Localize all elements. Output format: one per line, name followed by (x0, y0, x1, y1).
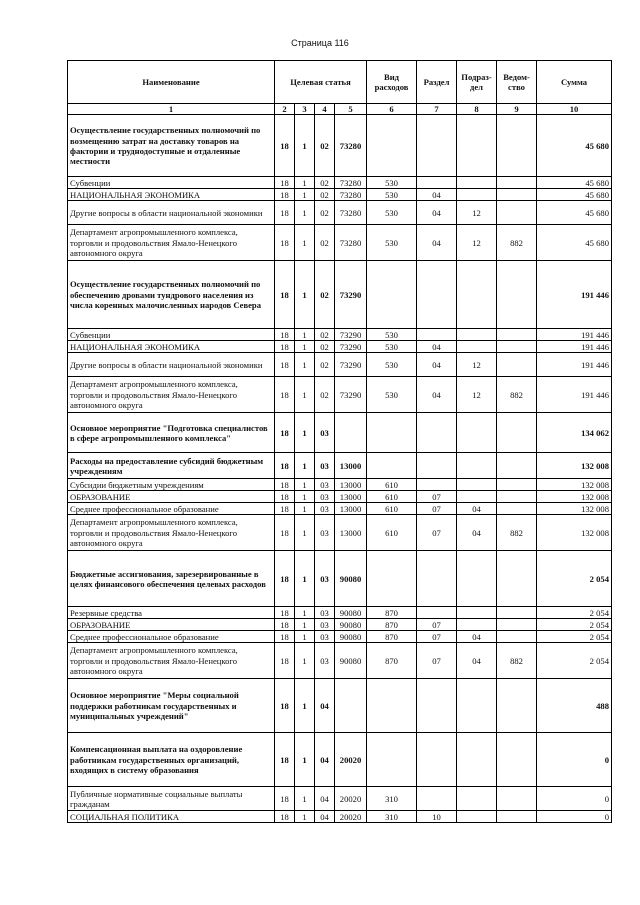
cell-target-2: 1 (295, 261, 315, 329)
cell-target-3: 04 (315, 733, 335, 787)
cell-exp-type: 530 (367, 353, 417, 377)
cell-sum: 45 680 (537, 115, 612, 177)
cell-target-3: 03 (315, 453, 335, 479)
cell-target-2: 1 (295, 515, 315, 551)
col-number: 9 (497, 104, 537, 115)
cell-dept (497, 679, 537, 733)
cell-target-3: 03 (315, 607, 335, 619)
cell-exp-type: 870 (367, 619, 417, 631)
cell-subsection: 04 (457, 631, 497, 643)
cell-target-3: 03 (315, 479, 335, 491)
cell-name: Компенсационная выплата на оздоровление работникам государственных организаций, входящих в систему образования (68, 733, 275, 787)
cell-dept (497, 551, 537, 607)
cell-dept: 882 (497, 377, 537, 413)
cell-target-1: 18 (275, 515, 295, 551)
column-number-row (68, 104, 612, 115)
cell-target-1: 18 (275, 341, 295, 353)
cell-target-4: 73290 (335, 341, 367, 353)
cell-target-4: 90080 (335, 619, 367, 631)
cell-name: Бюджетные ассигнования, зарезервированные в целях финансового обеспечения целевых расходов (68, 551, 275, 607)
table-row (68, 811, 612, 823)
cell-target-3: 02 (315, 115, 335, 177)
cell-subsection (457, 341, 497, 353)
cell-subsection (457, 787, 497, 811)
cell-subsection (457, 733, 497, 787)
cell-target-2: 1 (295, 811, 315, 823)
cell-subsection (457, 261, 497, 329)
cell-target-1: 18 (275, 607, 295, 619)
cell-dept (497, 353, 537, 377)
cell-sum: 191 446 (537, 341, 612, 353)
table-row (68, 353, 612, 377)
cell-target-2: 1 (295, 177, 315, 189)
cell-target-1: 18 (275, 643, 295, 679)
cell-section (417, 679, 457, 733)
cell-target-3: 02 (315, 225, 335, 261)
cell-target-4: 73290 (335, 353, 367, 377)
cell-name: СОЦИАЛЬНАЯ ПОЛИТИКА (68, 811, 275, 823)
cell-target-2: 1 (295, 201, 315, 225)
cell-sum: 132 008 (537, 515, 612, 551)
cell-exp-type: 610 (367, 479, 417, 491)
cell-target-2: 1 (295, 491, 315, 503)
cell-sum: 132 008 (537, 453, 612, 479)
cell-dept: 882 (497, 225, 537, 261)
cell-name: Среднее профессиональное образование (68, 631, 275, 643)
cell-name: Осуществление государственных полномочий по обеспечению дровами тундрового населения из числа коренных малочисленных народов Севера (68, 261, 275, 329)
cell-exp-type: 310 (367, 811, 417, 823)
cell-target-3: 03 (315, 515, 335, 551)
cell-target-2: 1 (295, 619, 315, 631)
cell-target-3: 02 (315, 341, 335, 353)
cell-target-1: 18 (275, 353, 295, 377)
cell-target-3: 02 (315, 261, 335, 329)
cell-exp-type: 530 (367, 329, 417, 341)
cell-target-1: 18 (275, 619, 295, 631)
cell-target-3: 02 (315, 201, 335, 225)
cell-target-1: 18 (275, 503, 295, 515)
cell-subsection (457, 679, 497, 733)
cell-section: 07 (417, 491, 457, 503)
cell-target-4: 13000 (335, 503, 367, 515)
cell-target-4 (335, 679, 367, 733)
cell-subsection (457, 177, 497, 189)
cell-target-4: 13000 (335, 515, 367, 551)
cell-target-1: 18 (275, 177, 295, 189)
cell-target-2: 1 (295, 503, 315, 515)
cell-target-4: 20020 (335, 787, 367, 811)
cell-section (417, 607, 457, 619)
cell-section: 04 (417, 201, 457, 225)
cell-section (417, 115, 457, 177)
cell-exp-type: 530 (367, 341, 417, 353)
cell-sum: 2 054 (537, 643, 612, 679)
cell-target-2: 1 (295, 787, 315, 811)
cell-subsection (457, 329, 497, 341)
cell-target-3: 03 (315, 491, 335, 503)
cell-sum: 0 (537, 787, 612, 811)
cell-section (417, 329, 457, 341)
cell-sum: 2 054 (537, 551, 612, 607)
table-row (68, 341, 612, 353)
cell-name: Другие вопросы в области национальной экономики (68, 201, 275, 225)
page-label: Страница 116 (291, 38, 349, 48)
cell-sum: 45 680 (537, 177, 612, 189)
cell-target-1: 18 (275, 453, 295, 479)
cell-target-1: 18 (275, 261, 295, 329)
cell-section: 10 (417, 811, 457, 823)
cell-dept (497, 811, 537, 823)
cell-target-1: 18 (275, 479, 295, 491)
table-row (68, 503, 612, 515)
cell-target-3: 02 (315, 177, 335, 189)
cell-target-2: 1 (295, 631, 315, 643)
cell-exp-type (367, 679, 417, 733)
cell-target-3: 03 (315, 413, 335, 453)
cell-section (417, 787, 457, 811)
cell-target-2: 1 (295, 733, 315, 787)
cell-subsection: 12 (457, 201, 497, 225)
table-row (68, 631, 612, 643)
cell-name: Субвенции (68, 329, 275, 341)
header-section: Раздел (417, 61, 457, 104)
cell-exp-type: 610 (367, 515, 417, 551)
cell-target-3: 04 (315, 811, 335, 823)
cell-section (417, 177, 457, 189)
table-row (68, 643, 612, 679)
cell-dept (497, 329, 537, 341)
cell-dept: 882 (497, 643, 537, 679)
cell-target-3: 02 (315, 189, 335, 201)
cell-sum: 2 054 (537, 631, 612, 643)
col-number: 4 (315, 104, 335, 115)
cell-section: 07 (417, 515, 457, 551)
cell-exp-type: 530 (367, 225, 417, 261)
cell-target-4: 13000 (335, 453, 367, 479)
cell-section (417, 479, 457, 491)
cell-sum: 191 446 (537, 261, 612, 329)
table-row (68, 515, 612, 551)
cell-section (417, 551, 457, 607)
table-row (68, 329, 612, 341)
cell-sum: 488 (537, 679, 612, 733)
cell-subsection: 12 (457, 225, 497, 261)
cell-subsection (457, 811, 497, 823)
cell-exp-type (367, 453, 417, 479)
table-row (68, 189, 612, 201)
cell-target-4: 73280 (335, 225, 367, 261)
cell-target-1: 18 (275, 377, 295, 413)
header-sum: Сумма (537, 61, 612, 104)
cell-dept (497, 115, 537, 177)
cell-target-1: 18 (275, 491, 295, 503)
cell-target-2: 1 (295, 679, 315, 733)
header-exp-type: Вид расходов (367, 61, 417, 104)
cell-target-1: 18 (275, 679, 295, 733)
cell-section: 07 (417, 503, 457, 515)
cell-subsection (457, 413, 497, 453)
table-row (68, 607, 612, 619)
cell-section: 04 (417, 189, 457, 201)
cell-target-4: 73280 (335, 201, 367, 225)
cell-dept (497, 201, 537, 225)
cell-target-3: 04 (315, 679, 335, 733)
cell-target-2: 1 (295, 377, 315, 413)
cell-target-2: 1 (295, 479, 315, 491)
col-number: 6 (367, 104, 417, 115)
cell-target-2: 1 (295, 189, 315, 201)
table-row (68, 479, 612, 491)
cell-target-2: 1 (295, 225, 315, 261)
cell-name: Среднее профессиональное образование (68, 503, 275, 515)
cell-section: 04 (417, 225, 457, 261)
cell-name: ОБРАЗОВАНИЕ (68, 619, 275, 631)
cell-target-4: 13000 (335, 491, 367, 503)
cell-target-4: 73280 (335, 189, 367, 201)
cell-sum: 132 008 (537, 491, 612, 503)
header-subsection: Подраз-дел (457, 61, 497, 104)
cell-target-1: 18 (275, 115, 295, 177)
header-row (68, 61, 612, 104)
header-name: Наименование (68, 61, 275, 104)
cell-target-1: 18 (275, 413, 295, 453)
cell-exp-type (367, 413, 417, 453)
cell-name: НАЦИОНАЛЬНАЯ ЭКОНОМИКА (68, 341, 275, 353)
cell-target-1: 18 (275, 631, 295, 643)
cell-target-1: 18 (275, 189, 295, 201)
cell-name: Департамент агропромышленного комплекса, торговли и продовольствия Ямало-Ненецкого автономного округа (68, 377, 275, 413)
cell-target-2: 1 (295, 329, 315, 341)
cell-sum: 0 (537, 733, 612, 787)
cell-exp-type: 610 (367, 491, 417, 503)
cell-dept (497, 787, 537, 811)
cell-section (417, 733, 457, 787)
cell-target-3: 04 (315, 787, 335, 811)
cell-sum: 45 680 (537, 189, 612, 201)
cell-target-1: 18 (275, 551, 295, 607)
cell-dept (497, 503, 537, 515)
cell-target-4: 73290 (335, 377, 367, 413)
cell-target-4: 73280 (335, 177, 367, 189)
cell-target-3: 03 (315, 503, 335, 515)
cell-subsection: 04 (457, 643, 497, 679)
cell-exp-type (367, 551, 417, 607)
cell-target-1: 18 (275, 329, 295, 341)
cell-exp-type: 610 (367, 503, 417, 515)
cell-target-4: 90080 (335, 551, 367, 607)
cell-target-2: 1 (295, 551, 315, 607)
cell-subsection: 04 (457, 503, 497, 515)
cell-target-1: 18 (275, 201, 295, 225)
cell-name: Основное мероприятие "Меры социальной поддержки работникам государственных и муниципальных учреждений" (68, 679, 275, 733)
col-number: 3 (295, 104, 315, 115)
cell-target-2: 1 (295, 341, 315, 353)
cell-target-3: 03 (315, 631, 335, 643)
cell-sum: 45 680 (537, 225, 612, 261)
cell-name: Расходы на предоставление субсидий бюджетным учреждениям (68, 453, 275, 479)
col-number: 7 (417, 104, 457, 115)
col-number: 5 (335, 104, 367, 115)
cell-target-2: 1 (295, 643, 315, 679)
cell-sum: 132 008 (537, 479, 612, 491)
cell-subsection (457, 479, 497, 491)
cell-target-3: 03 (315, 619, 335, 631)
cell-section (417, 413, 457, 453)
cell-exp-type: 530 (367, 377, 417, 413)
table-row (68, 261, 612, 329)
cell-target-2: 1 (295, 453, 315, 479)
cell-target-2: 1 (295, 607, 315, 619)
table-row (68, 787, 612, 811)
table-row (68, 551, 612, 607)
cell-target-1: 18 (275, 787, 295, 811)
cell-name: Осуществление государственных полномочий по возмещению затрат на доставку товаров на фактории и труднодоступные и отдаленные местности (68, 115, 275, 177)
cell-name: Субвенции (68, 177, 275, 189)
cell-section: 04 (417, 377, 457, 413)
cell-target-4: 73290 (335, 261, 367, 329)
cell-name: НАЦИОНАЛЬНАЯ ЭКОНОМИКА (68, 189, 275, 201)
table-row (68, 453, 612, 479)
cell-sum: 191 446 (537, 329, 612, 341)
cell-sum: 191 446 (537, 353, 612, 377)
col-number: 10 (537, 104, 612, 115)
table-row (68, 413, 612, 453)
cell-sum: 134 062 (537, 413, 612, 453)
table-row (68, 679, 612, 733)
cell-subsection (457, 189, 497, 201)
cell-exp-type: 530 (367, 189, 417, 201)
cell-dept (497, 261, 537, 329)
cell-target-3: 02 (315, 329, 335, 341)
table-row (68, 225, 612, 261)
cell-exp-type: 870 (367, 607, 417, 619)
cell-name: ОБРАЗОВАНИЕ (68, 491, 275, 503)
cell-exp-type (367, 115, 417, 177)
cell-subsection: 12 (457, 377, 497, 413)
table-row (68, 733, 612, 787)
cell-exp-type (367, 261, 417, 329)
col-number: 2 (275, 104, 295, 115)
cell-target-4: 73290 (335, 329, 367, 341)
header-target: Целевая статья (275, 61, 367, 104)
cell-dept (497, 631, 537, 643)
cell-exp-type: 310 (367, 787, 417, 811)
cell-target-4: 73280 (335, 115, 367, 177)
cell-target-2: 1 (295, 413, 315, 453)
cell-name: Резервные средства (68, 607, 275, 619)
cell-target-1: 18 (275, 733, 295, 787)
cell-target-4: 90080 (335, 607, 367, 619)
cell-dept (497, 619, 537, 631)
cell-target-3: 03 (315, 551, 335, 607)
cell-name: Публичные нормативные социальные выплаты гражданам (68, 787, 275, 811)
cell-name: Департамент агропромышленного комплекса, торговли и продовольствия Ямало-Ненецкого автономного округа (68, 225, 275, 261)
cell-exp-type: 870 (367, 643, 417, 679)
cell-exp-type: 530 (367, 201, 417, 225)
cell-sum: 191 446 (537, 377, 612, 413)
cell-section: 07 (417, 631, 457, 643)
cell-subsection (457, 551, 497, 607)
cell-dept (497, 413, 537, 453)
table-row (68, 619, 612, 631)
cell-section: 07 (417, 643, 457, 679)
cell-dept: 882 (497, 515, 537, 551)
cell-target-4: 90080 (335, 643, 367, 679)
cell-name: Департамент агропромышленного комплекса, торговли и продовольствия Ямало-Ненецкого автономного округа (68, 515, 275, 551)
cell-target-4: 20020 (335, 733, 367, 787)
col-number: 8 (457, 104, 497, 115)
cell-sum: 2 054 (537, 619, 612, 631)
col-number: 1 (68, 104, 275, 115)
cell-sum: 132 008 (537, 503, 612, 515)
table-row (68, 177, 612, 189)
cell-section: 04 (417, 353, 457, 377)
cell-target-1: 18 (275, 811, 295, 823)
cell-subsection (457, 453, 497, 479)
cell-name: Другие вопросы в области национальной экономики (68, 353, 275, 377)
cell-subsection (457, 607, 497, 619)
cell-target-3: 03 (315, 643, 335, 679)
cell-target-4: 20020 (335, 811, 367, 823)
cell-target-2: 1 (295, 115, 315, 177)
cell-target-4 (335, 413, 367, 453)
cell-dept (497, 479, 537, 491)
cell-section: 04 (417, 341, 457, 353)
cell-section (417, 453, 457, 479)
header-dept: Ведом-ство (497, 61, 537, 104)
cell-dept (497, 733, 537, 787)
cell-dept (497, 453, 537, 479)
cell-name: Субсидии бюджетным учреждениям (68, 479, 275, 491)
cell-subsection (457, 491, 497, 503)
cell-target-4: 13000 (335, 479, 367, 491)
cell-target-1: 18 (275, 225, 295, 261)
budget-table (67, 60, 612, 823)
table-row (68, 491, 612, 503)
cell-sum: 0 (537, 811, 612, 823)
cell-name: Основное мероприятие "Подготовка специалистов в сфере агропромышленного комплекса" (68, 413, 275, 453)
cell-dept (497, 177, 537, 189)
cell-exp-type: 870 (367, 631, 417, 643)
cell-dept (497, 491, 537, 503)
table-row (68, 201, 612, 225)
cell-sum: 2 054 (537, 607, 612, 619)
cell-section: 07 (417, 619, 457, 631)
cell-sum: 45 680 (537, 201, 612, 225)
cell-subsection (457, 115, 497, 177)
cell-name: Департамент агропромышленного комплекса, торговли и продовольствия Ямало-Ненецкого автономного округа (68, 643, 275, 679)
cell-target-2: 1 (295, 353, 315, 377)
cell-subsection: 12 (457, 353, 497, 377)
cell-target-3: 02 (315, 353, 335, 377)
cell-subsection: 04 (457, 515, 497, 551)
cell-section (417, 261, 457, 329)
cell-exp-type: 530 (367, 177, 417, 189)
cell-dept (497, 341, 537, 353)
table-row (68, 377, 612, 413)
cell-exp-type (367, 733, 417, 787)
table-row (68, 115, 612, 177)
cell-target-4: 90080 (335, 631, 367, 643)
cell-dept (497, 607, 537, 619)
cell-subsection (457, 619, 497, 631)
cell-dept (497, 189, 537, 201)
cell-target-3: 02 (315, 377, 335, 413)
